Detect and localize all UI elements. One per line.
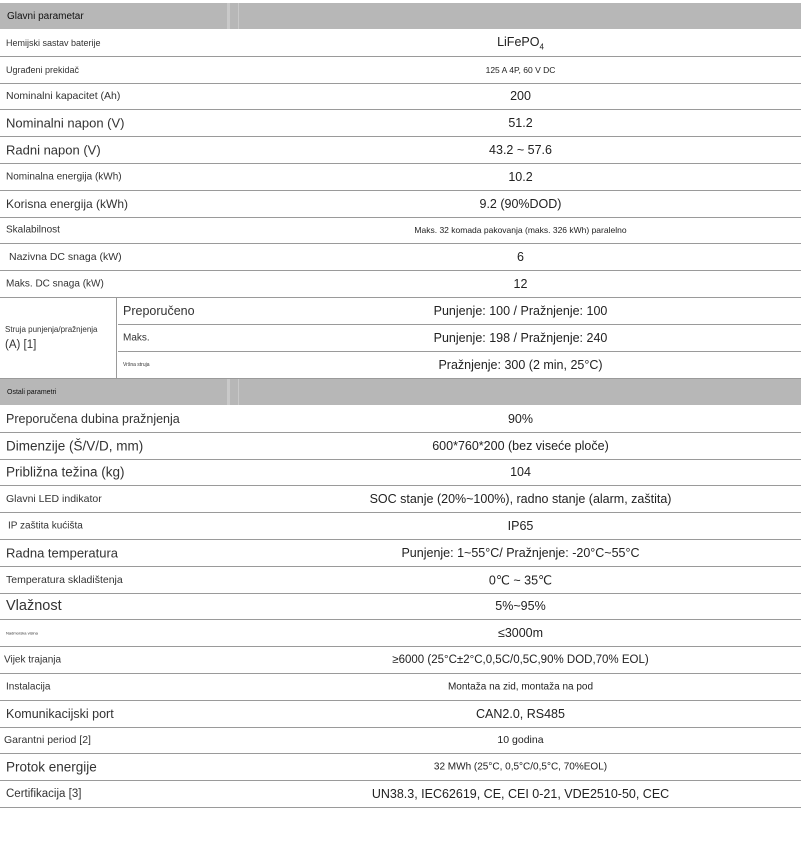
row-value: ≤3000m — [497, 626, 544, 641]
row-label: Približna težina (kg) — [6, 464, 125, 480]
table-row-nominal-voltage — [0, 110, 801, 137]
row-value: 200 — [510, 89, 531, 104]
table-row-weight — [0, 460, 801, 487]
table-row-throughput — [0, 754, 801, 781]
table-row-warranty — [0, 728, 801, 755]
row-value: 600*760*200 (bez viseće ploče) — [432, 438, 609, 453]
table-row-certification — [0, 781, 801, 808]
row-label: Korisna energija (kWh) — [6, 196, 129, 211]
table-row-operating-temp — [0, 540, 801, 567]
row-value: 0℃ ~ 35℃ — [488, 573, 553, 588]
subrow-value: Punjenje: 100 / Pražnjenje: 100 — [433, 303, 608, 318]
table-row-rated-dc-power — [0, 244, 801, 271]
row-label: Nadmorska visina — [6, 630, 38, 636]
table-row-max-dc-power — [0, 271, 801, 298]
row-label: Preporučena dubina pražnjenja — [6, 411, 180, 426]
row-label: Garantni period [2] — [4, 734, 91, 747]
subrow-value: Pražnjenje: 300 (2 min, 25°C) — [438, 357, 603, 372]
row-label: Ugrađeni prekidač — [6, 64, 80, 75]
row-value: IP65 — [507, 519, 534, 534]
table-row-chemistry — [0, 30, 801, 57]
section-header-other — [0, 379, 801, 406]
row-value: LiFePO$_4$ — [497, 34, 544, 52]
subrow-label: Preporučeno — [123, 303, 195, 318]
row-value: CAN2.0, RS485 — [476, 706, 565, 721]
row-value: 90% — [507, 411, 534, 426]
section-title-main: Glavni parametar — [7, 11, 84, 22]
row-label: Hemijski sastav baterije — [6, 37, 101, 48]
group-label-line2: (A) [1] — [5, 338, 37, 351]
row-value: UN38.3, IEC62619, CE, CEI 0-21, VDE2510-50, CEC — [371, 787, 670, 802]
table-group-current — [0, 298, 801, 379]
section-header-main — [0, 3, 801, 30]
table-row-usable-energy — [0, 191, 801, 218]
row-label: Glavni LED indikator — [6, 493, 102, 506]
row-label: Temperatura skladištenja — [6, 573, 123, 586]
row-value: 125 A 4P, 60 V DC — [485, 64, 556, 75]
table-row-lifetime — [0, 647, 801, 674]
subrow-label: Vršna struja — [123, 361, 150, 368]
table-row-altitude — [0, 620, 801, 647]
row-label: Skalabilnost — [6, 224, 60, 236]
row-label: Nominalni napon (V) — [6, 115, 125, 131]
row-label: Vijek trajanja — [4, 654, 62, 666]
row-label: Nazivna DC snaga (kW) — [9, 251, 122, 264]
row-value: Montaža na zid, montaža na pod — [447, 681, 594, 693]
spec-table — [0, 3, 801, 808]
row-value: Punjenje: 1~55°C/ Pražnjenje: -20°C~55°C — [401, 545, 640, 560]
table-row-nominal-energy — [0, 164, 801, 191]
row-value: 6 — [517, 250, 524, 265]
group-label — [0, 298, 117, 378]
row-label: Dimenzije (Š/V/D, mm) — [6, 438, 144, 454]
row-label: Radna temperatura — [6, 545, 119, 561]
table-row-capacity — [0, 84, 801, 111]
row-value: 9.2 (90%DOD) — [479, 196, 562, 211]
group-label-line1: Struja punjenja/pražnjenja — [5, 324, 98, 334]
subrow-value: Punjenje: 198 / Pražnjenje: 240 — [433, 330, 608, 345]
table-subrow-recommended — [118, 298, 801, 325]
table-row-dimensions — [0, 433, 801, 460]
row-label: Maks. DC snaga (kW) — [6, 278, 104, 290]
table-row-communication — [0, 701, 801, 728]
row-label: Komunikacijski port — [6, 706, 114, 721]
row-value: 12 — [513, 277, 528, 292]
row-label: Nominalni kapacitet (Ah) — [6, 90, 121, 103]
table-row-storage-temp — [0, 567, 801, 594]
table-row-scalability — [0, 218, 801, 245]
row-label: Protok energije — [6, 759, 97, 775]
table-row-ip — [0, 513, 801, 540]
table-row-breaker — [0, 57, 801, 84]
row-value: 51.2 — [508, 116, 533, 131]
row-label: Instalacija — [6, 681, 51, 693]
table-row-dod — [0, 406, 801, 433]
table-row-humidity — [0, 594, 801, 621]
row-value: 10.2 — [508, 169, 533, 184]
row-label: Certifikacija [3] — [6, 788, 82, 801]
subrow-label: Maks. — [123, 332, 150, 344]
row-value: 5%~95% — [495, 599, 546, 614]
row-value: 104 — [510, 465, 531, 480]
row-value: SOC stanje (20%~100%), radno stanje (alarm, zaštita) — [369, 492, 672, 507]
table-subrow-max — [118, 325, 801, 352]
table-row-installation — [0, 674, 801, 701]
row-value: ≥6000 (25°C±2°C,0,5C/0,5C,90% DOD,70% EOL) — [392, 654, 649, 667]
section-title-other: Ostali parametri — [7, 388, 57, 396]
table-subrow-peak — [118, 352, 801, 379]
row-label: Radni napon (V) — [6, 142, 101, 158]
row-value: Maks. 32 komada pakovanja (maks. 326 kWh) paralelno — [414, 225, 627, 236]
row-label: Nominalna energija (kWh) — [6, 171, 122, 183]
row-value: 43.2 ~ 57.6 — [489, 143, 552, 158]
row-value: 32 MWh (25°C, 0,5°C/0,5°C, 70%EOL) — [433, 761, 608, 773]
table-row-operating-voltage — [0, 137, 801, 164]
table-row-led — [0, 486, 801, 513]
row-label: Vlažnost — [6, 598, 62, 615]
row-label: IP zaštita kućišta — [8, 520, 83, 532]
row-value: 10 godina — [497, 734, 544, 747]
